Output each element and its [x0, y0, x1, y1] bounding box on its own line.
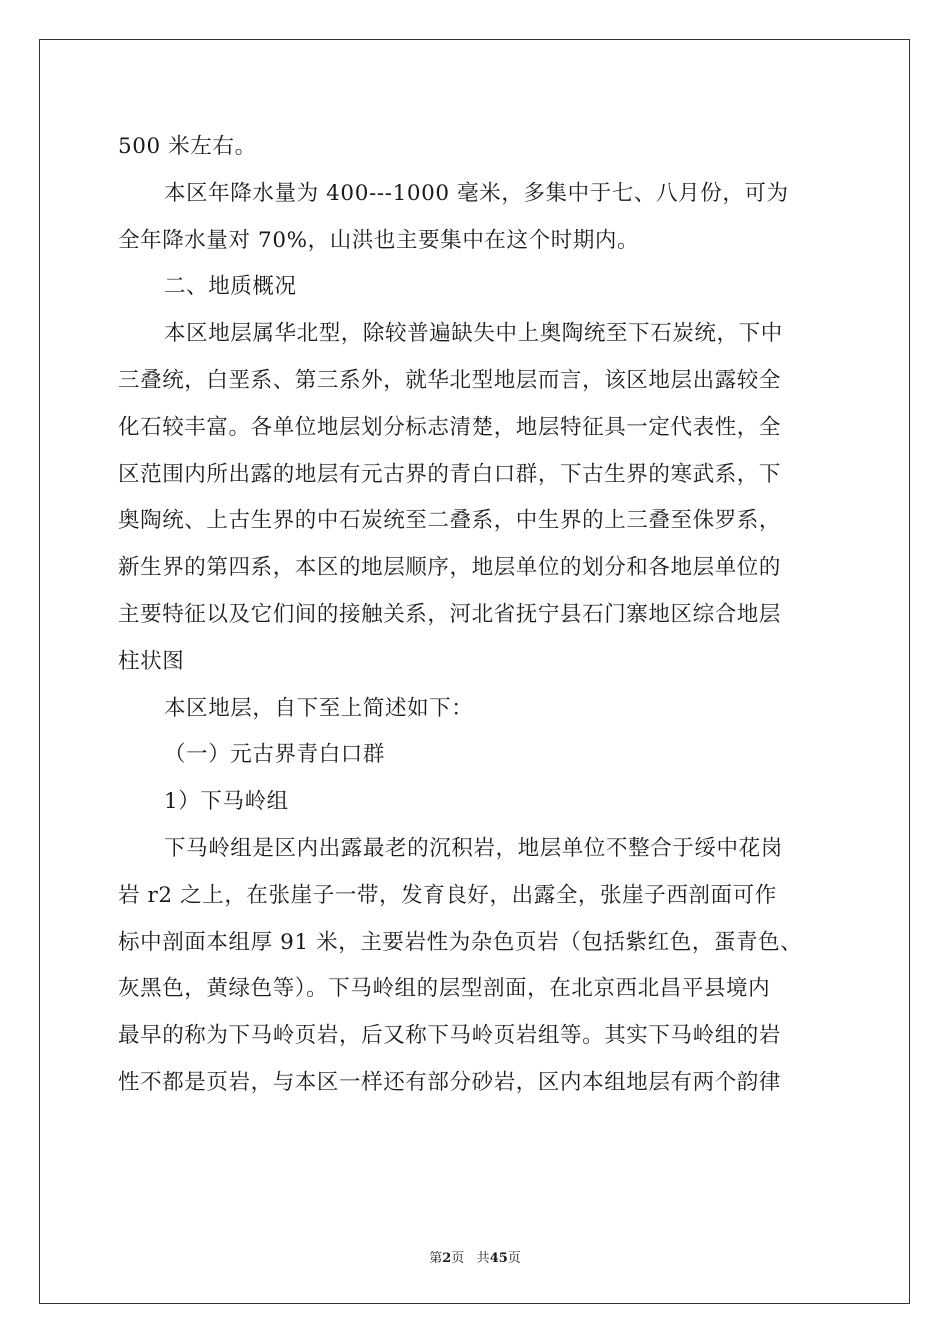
footer-total-suffix: 页 — [507, 1251, 521, 1266]
text-line: 下马岭组是区内出露最老的沉积岩，地层单位不整合于绥中花岗 — [164, 835, 783, 861]
footer-prefix: 第 — [429, 1251, 443, 1266]
text-line: 新生界的第四系，本区的地层顺序，地层单位的划分和各地层单位的 — [118, 555, 782, 581]
text-line: 全年降水量对 70%，山洪也主要集中在这个时期内。 — [118, 227, 640, 253]
total-page-count: 45 — [489, 1251, 508, 1266]
text-line: 性不都是页岩，与本区一样还有部分砂岩，区内本组地层有两个韵律 — [118, 1069, 782, 1095]
text-line: 柱状图 — [118, 648, 185, 674]
text-line: 最早的称为下马岭页岩，后又称下马岭页岩组等。其实下马岭组的岩 — [118, 1023, 782, 1049]
text-line: 主要特征以及它们间的接触关系，河北省抚宁县石门寨地区综合地层 — [118, 601, 782, 627]
footer-page-suffix: 页 — [451, 1251, 465, 1266]
current-page-number: 2 — [442, 1251, 452, 1266]
section-heading: 二、地质概况 — [164, 274, 297, 300]
text-line: 标中剖面本组厚 91 米，主要岩性为杂色页岩（包括紫红色，蛋青色、 — [118, 929, 803, 955]
text-line: 三叠统，白垩系、第三系外，就华北型地层而言，该区地层出露较全 — [118, 367, 782, 393]
text-line: 化石较丰富。各单位地层划分标志清楚，地层特征具一定代表性，全 — [118, 414, 782, 440]
text-line: 区范围内所出露的地层有元古界的青白口群，下古生界的寒武系，下 — [118, 461, 782, 487]
document-body — [118, 124, 834, 1107]
page-footer — [0, 1247, 950, 1266]
text-line: 灰黑色，黄绿色等）。下马岭组的层型剖面，在北京西北昌平县境内 — [118, 976, 771, 1002]
text-line: 本区地层，自下至上简述如下： — [164, 695, 474, 721]
subsection-heading: 1）下马岭组 — [164, 789, 289, 815]
text-line: 奥陶统、上古生界的中石炭统至二叠系，中生界的上三叠至侏罗系， — [118, 508, 782, 534]
text-line: 岩 r2 之上，在张崖子一带，发育良好，出露全，张崖子西剖面可作 — [118, 882, 777, 908]
text-line: 500 米左右。 — [118, 134, 257, 159]
subsection-heading: （一）元古界青白口群 — [164, 742, 386, 768]
footer-total-prefix: 共 — [476, 1251, 490, 1266]
text-line: 本区年降水量为 400---1000 毫米，多集中于七、八月份，可为 — [164, 180, 789, 206]
text-line: 本区地层属华北型，除较普遍缺失中上奥陶统至下石炭统，下中 — [164, 321, 783, 347]
